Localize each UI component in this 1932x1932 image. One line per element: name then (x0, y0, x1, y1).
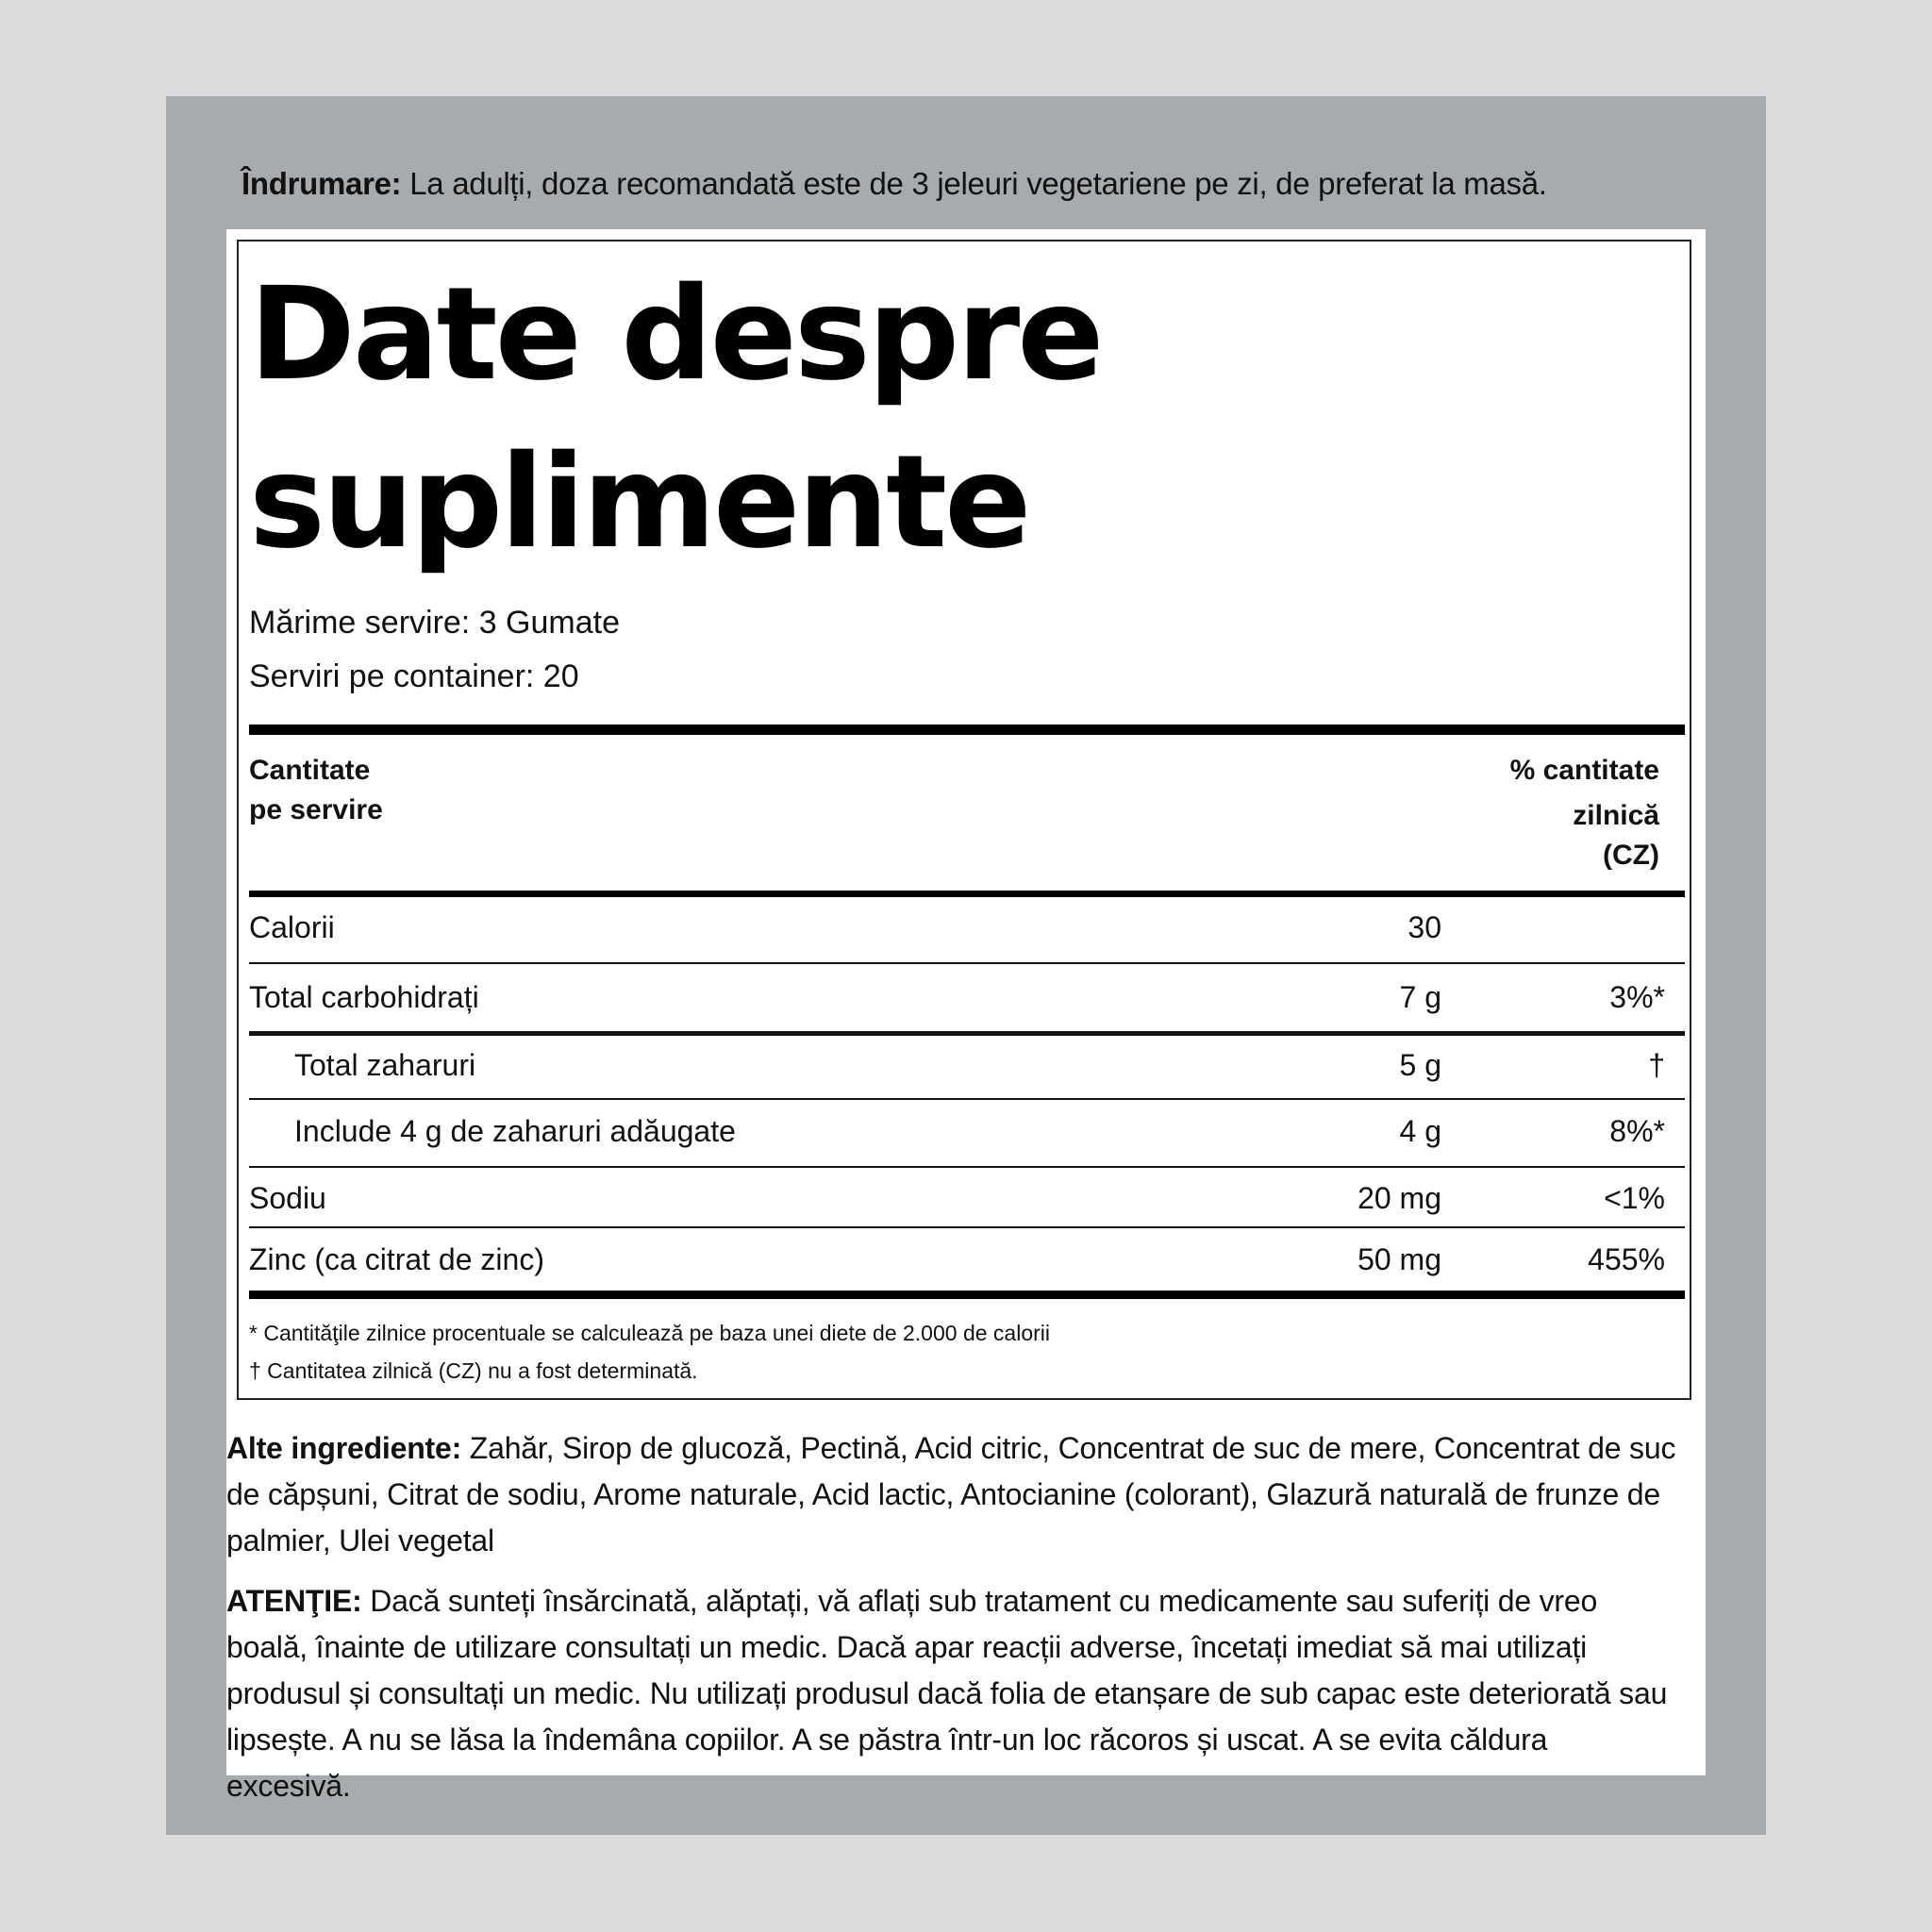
facts-title (249, 251, 1381, 587)
table-row (249, 1041, 1685, 1089)
directions-body: La adulți, doza recomandată este de 3 jeleuri vegetariene pe zi, de preferat la masă. (401, 166, 1547, 201)
nutrient-name: Include 4 g de zaharuri adăugate (294, 1114, 736, 1148)
facts-title-line-2: suplimente (249, 428, 1029, 577)
daily-value-header (1510, 751, 1659, 875)
warning-text: Dacă sunteți însărcinată, alăptați, vă aflați sub tratament cu medicamente sau suferiți de vreo boală, înainte de utilizare consultați un medic. Dacă apar reacții adverse, încetați imediat să mai utilizați produsul și consultați un medic. Nu utilizați produsul dacă folia de etanșare de sub capac este deteriorată sau lipsește. A nu se lăsa la îndemâna copiilor. A se păstra într-un loc răcoros și uscat. A se evita căldura excesivă. (226, 1584, 1668, 1803)
nutrient-name: Total carbohidrați (249, 980, 479, 1014)
table-row (249, 1236, 1685, 1283)
directions-label: Îndrumare: (242, 166, 402, 201)
nutrient-amount: 5 g (1399, 1048, 1441, 1082)
nutrient-amount: 7 g (1399, 980, 1441, 1014)
table-row (249, 904, 1685, 951)
row-divider-thick (249, 1031, 1685, 1036)
row-divider (249, 1166, 1685, 1168)
supplement-facts-box (237, 240, 1691, 1400)
nutrient-name: Zinc (ca citrat de zinc) (249, 1242, 544, 1276)
header-dv-line-3: (CZ) (1603, 840, 1659, 871)
label-panel (166, 96, 1766, 1835)
nutrient-dv: 8%* (1609, 1114, 1665, 1148)
header-dv-line-2: zilnică (1573, 800, 1659, 831)
nutrient-amount: 50 mg (1357, 1242, 1441, 1276)
nutrient-amount: 4 g (1399, 1114, 1441, 1148)
nutrient-name: Total zaharuri (294, 1048, 476, 1082)
table-row (249, 1174, 1685, 1222)
thick-divider-bottom (249, 1291, 1685, 1299)
nutrient-name: Calorii (249, 910, 335, 944)
nutrient-amount: 30 (1407, 910, 1441, 944)
footnote-not-established: † Cantitatea zilnică (CZ) nu a fost determinată. (249, 1358, 698, 1383)
warning (226, 1578, 1679, 1809)
other-ingredients-label: Alte ingrediente: (226, 1431, 462, 1465)
label-white-area (226, 229, 1706, 1803)
amount-per-serving-header (249, 751, 383, 830)
thick-divider-top (249, 724, 1685, 735)
row-divider (249, 962, 1685, 964)
header-amount-line-1: Cantitate (249, 755, 371, 786)
nutrient-name: Sodiu (249, 1181, 326, 1215)
other-ingredients-text: Zahăr, Sirop de glucoză, Pectină, Acid citric, Concentrat de suc de mere, Concentrat de suc de căpșuni, Citrat de sodiu, Arome naturale, Acid lactic, Antocianine (colorant), Glazură naturală de frunze de palmier, Ulei vegetal (226, 1431, 1676, 1557)
nutrient-dv: 3%* (1609, 980, 1665, 1014)
serving-size: Mărime servire: 3 Gumate (249, 605, 620, 641)
nutrient-dv: 455% (1588, 1242, 1665, 1276)
table-row (249, 974, 1685, 1021)
nutrient-amount: 20 mg (1357, 1181, 1441, 1215)
facts-title-line-1: Date despre (249, 260, 1102, 409)
directions-text (242, 162, 1713, 206)
footnote-daily-value: * Cantităţile zilnice procentuale se calculează pe baza unei diete de 2.000 de calorii (249, 1321, 1050, 1345)
thick-divider-header (249, 891, 1685, 897)
nutrient-dv: † (1648, 1048, 1665, 1082)
row-divider (249, 1226, 1685, 1228)
table-row (249, 1108, 1685, 1155)
servings-per-container: Serviri pe container: 20 (249, 658, 579, 694)
warning-label: ATENŢIE: (226, 1584, 362, 1618)
header-dv-line-1: % cantitate (1509, 755, 1659, 786)
header-amount-line-2: pe servire (249, 794, 383, 825)
nutrient-dv: <1% (1604, 1181, 1665, 1215)
other-ingredients (226, 1425, 1679, 1564)
row-divider (249, 1098, 1685, 1100)
